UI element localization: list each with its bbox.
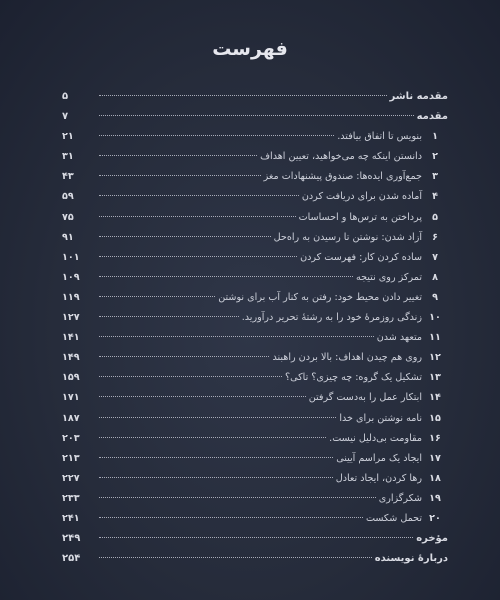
dot-leader (99, 256, 297, 257)
toc-entry-page: ۷ (62, 111, 69, 123)
chapter-number: ۱۳ (429, 372, 441, 384)
dot-leader (99, 437, 326, 438)
toc-entry-label: دربارهٔ نویسنده (374, 553, 448, 565)
toc-entry-label: مقدمه (416, 111, 448, 123)
chapter-title: ایجاد یک مراسم آیینی (336, 452, 422, 464)
chapter-number: ۱ (432, 131, 438, 143)
page-title: فهرست (212, 38, 288, 60)
dot-leader (99, 517, 363, 518)
dot-leader (99, 216, 296, 217)
toc-chapter (62, 392, 448, 412)
chapter-number: ۵ (432, 211, 438, 223)
chapter-title: متعهد شدن (376, 332, 422, 344)
toc-entry-publisher-intro (62, 91, 448, 111)
chapter-number: ۲۰ (429, 512, 441, 524)
chapter-title: روی هم چیدن اهداف: بالا بردن راهبند (272, 352, 422, 364)
chapter-number: ۲ (432, 151, 438, 163)
chapter-page: ۱۲۷ (62, 312, 80, 324)
chapter-number: ۹ (432, 291, 438, 303)
chapter-page: ۱۷۱ (62, 392, 80, 404)
chapter-number: ۶ (432, 231, 438, 243)
toc-entry-page: ۵ (62, 91, 69, 102)
toc-entry-label: مؤخره (416, 533, 448, 545)
toc-chapter (62, 413, 448, 433)
chapter-title: زندگی روزمرهٔ خود را به رشتهٔ تحریر درآورید. (241, 312, 422, 324)
chapter-title: بنویس تا اتفاق بیافتد. (337, 131, 422, 143)
chapter-number: ۱۲ (429, 352, 441, 364)
chapter-number: ۱۸ (429, 472, 441, 484)
toc-chapter (62, 292, 448, 312)
chapter-title: دانستن اینکه چه می‌خواهید، تعیین اهداف (260, 151, 422, 163)
chapter-page: ۱۵۹ (62, 372, 80, 384)
dot-leader (99, 356, 269, 357)
toc-chapter (62, 171, 448, 191)
chapter-number: ۷ (432, 251, 438, 263)
chapter-title: جمع‌آوری ایده‌ها: صندوق پیشنهادات مغز (263, 171, 422, 183)
dot-leader (99, 95, 387, 96)
chapter-number: ۱۰ (429, 312, 441, 324)
dot-leader (99, 557, 372, 558)
toc-chapter (62, 332, 448, 352)
chapter-page: ۲۱ (62, 131, 74, 143)
chapter-title: آزاد شدن: نوشتن تا رسیدن به راه‌حل (273, 231, 422, 243)
dot-leader (99, 276, 353, 277)
chapter-title: مقاومت بی‌دلیل نیست. (329, 432, 422, 444)
chapter-title: پرداختن به ترس‌ها و احساسات (298, 211, 422, 223)
toc-chapter (62, 493, 448, 513)
chapter-title: نامه نوشتن برای خدا (339, 412, 422, 424)
toc-chapter (62, 372, 448, 392)
chapter-title: ساده کردن کار: فهرست کردن (300, 251, 422, 263)
chapter-page: ۲۱۳ (62, 452, 80, 464)
toc-chapter (62, 352, 448, 372)
toc-entry-page: ۲۴۹ (62, 533, 81, 545)
chapter-page: ۵۹ (62, 191, 74, 203)
dot-leader (99, 457, 333, 458)
toc-chapter (62, 131, 448, 151)
chapter-page: ۱۴۹ (62, 352, 80, 364)
dot-leader (99, 376, 282, 377)
chapter-number: ۱۹ (429, 492, 441, 504)
chapter-page: ۲۴۱ (62, 512, 80, 524)
toc-chapter (62, 191, 448, 211)
chapter-number: ۱۴ (429, 392, 441, 404)
chapter-page: ۱۱۹ (62, 291, 80, 303)
dot-leader (99, 477, 333, 478)
dot-leader (99, 296, 215, 297)
chapter-number: ۱۱ (429, 332, 441, 344)
dot-leader (99, 195, 299, 196)
toc-entry-epilogue (62, 533, 448, 553)
chapter-page: ۲۲۷ (62, 472, 80, 484)
dot-leader (99, 537, 413, 538)
toc-chapter (62, 151, 448, 171)
table-of-contents (62, 91, 448, 573)
chapter-number: ۴ (432, 191, 438, 203)
dot-leader (99, 236, 271, 237)
toc-chapter (62, 513, 448, 533)
chapter-page: ۱۰۹ (62, 271, 80, 283)
chapter-page: ۴۳ (62, 171, 74, 183)
chapter-number: ۱۶ (429, 432, 441, 444)
toc-chapter (62, 272, 448, 292)
toc-chapter (62, 232, 448, 252)
chapter-page: ۱۴۱ (62, 332, 80, 344)
chapter-page: ۱۰۱ (62, 251, 80, 263)
toc-chapter (62, 252, 448, 272)
dot-leader (99, 155, 257, 156)
dot-leader (99, 396, 306, 397)
chapter-title: تغییر دادن محیط خود: رفتن به کنار آب برای نوشتن (218, 291, 422, 303)
dot-leader (99, 336, 374, 337)
chapter-page: ۷۵ (62, 211, 74, 223)
chapter-title: رها کردن، ایجاد تعادل (335, 472, 422, 484)
chapter-page: ۱۸۷ (62, 412, 80, 424)
chapter-title: ابتکار عمل را به‌دست گرفتن (308, 392, 422, 404)
toc-entry-about-author (62, 553, 448, 573)
dot-leader (99, 175, 261, 176)
toc-entry-intro (62, 111, 448, 131)
toc-chapter (62, 473, 448, 493)
chapter-page: ۲۳۳ (62, 492, 80, 504)
chapter-number: ۸ (432, 271, 438, 283)
dot-leader (99, 417, 336, 418)
chapter-number: ۱۷ (429, 452, 441, 464)
chapter-number: ۱۵ (429, 412, 441, 424)
toc-chapter (62, 433, 448, 453)
chapter-page: ۳۱ (62, 151, 74, 163)
dot-leader (99, 115, 414, 116)
chapter-title: تشکیل یک گروه: چه چیزی؟ تاکی؟ (285, 372, 422, 384)
chapter-page: ۲۰۳ (62, 432, 80, 444)
dot-leader (99, 497, 376, 498)
toc-entry-label: مقدمه ناشر (389, 91, 448, 102)
chapter-number: ۳ (432, 171, 438, 183)
toc-chapter (62, 453, 448, 473)
toc-entry-page: ۲۵۴ (62, 553, 81, 565)
chapter-title: تحمل شکست (365, 512, 422, 524)
chapter-page: ۹۱ (62, 231, 74, 243)
dot-leader (99, 316, 239, 317)
chapter-title: شکرگزاری (378, 492, 422, 504)
toc-chapter (62, 212, 448, 232)
chapter-title: آماده شدن برای دریافت کردن (301, 191, 422, 203)
toc-chapter (62, 312, 448, 332)
chapter-title: تمرکز روی نتیجه (355, 271, 422, 283)
dot-leader (99, 135, 334, 136)
